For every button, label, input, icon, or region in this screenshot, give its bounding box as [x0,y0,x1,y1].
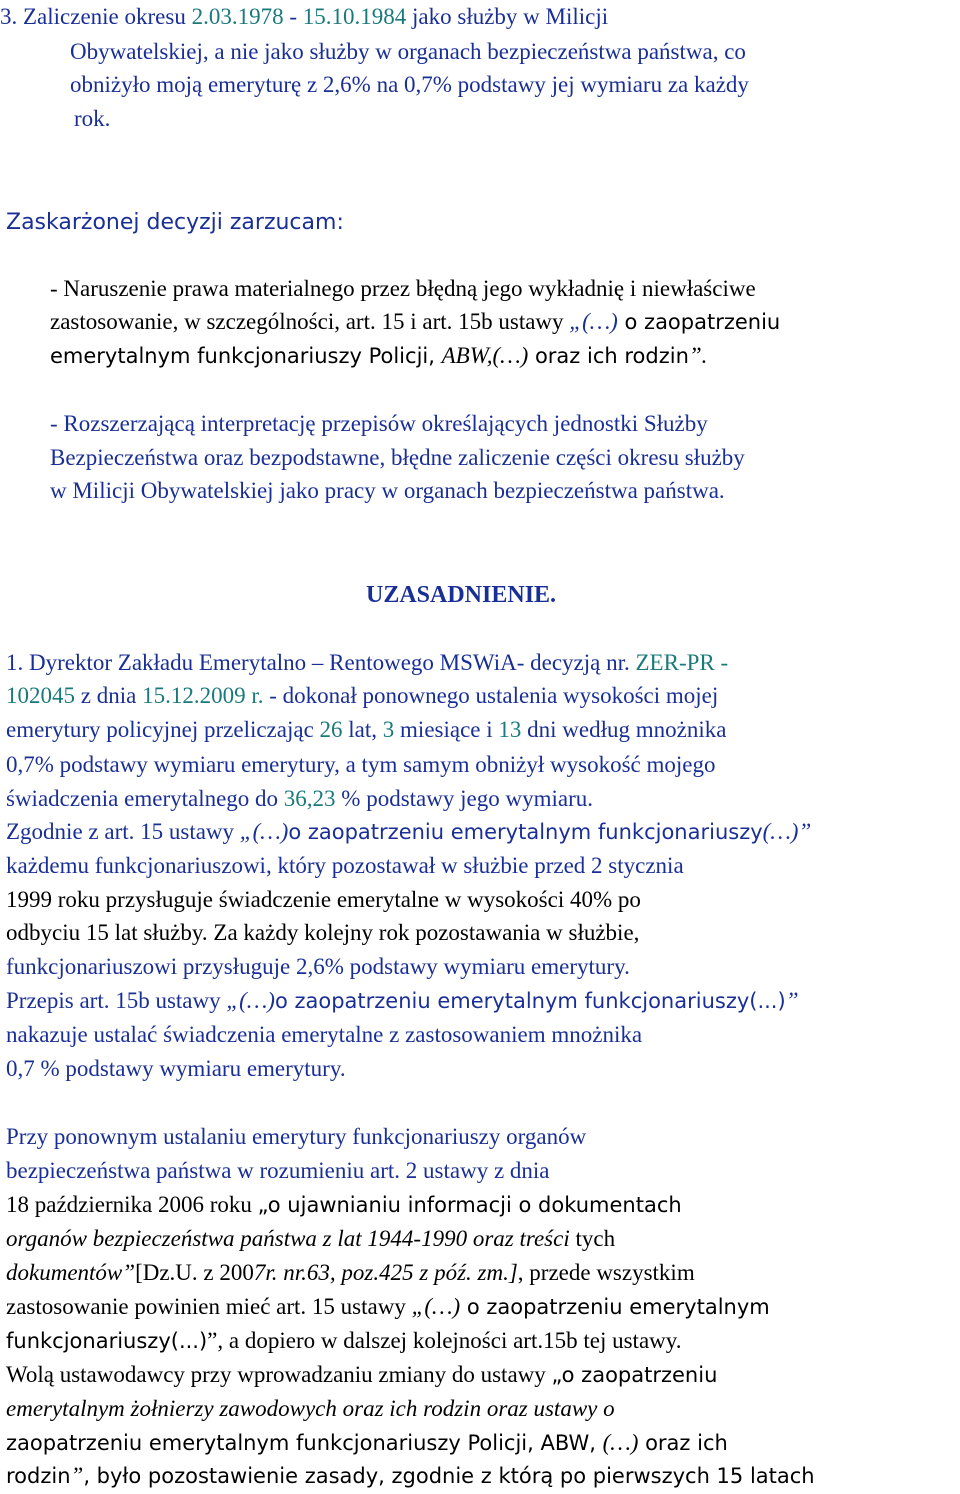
p1-line3: emerytury policyjnej przeliczając 26 lat, 3 miesiące i 13 dni według mnożnika [6,717,727,742]
item3-line1: 3. Zaliczenie okresu 2.03.1978 - 15.10.1984 jako służby w Milicji [0,4,609,29]
p3-line1: Przepis art. 15b ustawy „(…)o zaopatrzeniu emerytalnym funkcjonariuszy(...)” [6,988,799,1013]
p5-line4: rodzin”, było pozostawienie zasady, zgodnie z którą po pierwszych 15 latach [6,1463,815,1488]
p4-line6: zastosowanie powinien mieć art. 15 ustawy „(…) o zaopatrzeniu emerytalnym [6,1294,770,1319]
p2-line1: Zgodnie z art. 15 ustawy „(…)o zaopatrzeniu emerytalnym funkcjonariuszy(…)” [6,819,812,844]
complaint1-line2: zastosowanie, w szczególności, art. 15 i art. 15b ustawy „(…) o zaopatrzeniu [50,309,781,334]
complaint1-line1: - Naruszenie prawa materialnego przez błędną jego wykładnię i niewłaściwe [50,276,756,301]
p4-line7: funkcjonariuszy(...)”, a dopiero w dalszej kolejności art.15b tej ustawy. [6,1328,682,1353]
p2-line3: 1999 roku przysługuje świadczenie emerytalne w wysokości 40% po [6,887,641,912]
p1-line4: 0,7% podstawy wymiaru emerytury, a tym samym obniżył wysokość mojego [6,752,716,777]
item3-line3: obniżyło moją emeryturę z 2,6% na 0,7% podstawy jej wymiaru za każdy [70,72,749,97]
p2-line4: odbyciu 15 lat służby. Za każdy kolejny rok pozostawania w służbie, [6,920,640,945]
p5-line1: Wolą ustawodawcy przy wprowadzaniu zmiany do ustawy „o zaopatrzeniu [6,1362,718,1387]
p4-line2: bezpieczeństwa państwa w rozumieniu art. 2 ustawy z dnia [6,1158,550,1183]
complaint2-line2: Bezpieczeństwa oraz bezpodstawne, błędne zaliczenie części okresu służby [50,445,745,470]
p1-line5: świadczenia emerytalnego do 36,23 % podstawy jego wymiaru. [6,786,593,811]
complaint2-line3: w Milicji Obywatelskiej jako pracy w organach bezpieczeństwa państwa. [50,478,725,503]
item3-line2: Obywatelskiej, a nie jako służby w organach bezpieczeństwa państwa, co [70,39,746,64]
p3-line3: 0,7 % podstawy wymiaru emerytury. [6,1056,346,1081]
p4-line1: Przy ponownym ustalaniu emerytury funkcjonariuszy organów [6,1124,587,1149]
p5-line3: zaopatrzeniu emerytalnym funkcjonariuszy Policji, ABW, (…) oraz ich [6,1430,728,1455]
complaint2-line1: - Rozszerzającą interpretację przepisów określających jednostki Służby [50,411,708,436]
item3-line4: rok. [74,106,111,131]
p3-line2: nakazuje ustalać świadczenia emerytalne z zastosowaniem mnożnika [6,1022,643,1047]
justification-title: UZASADNIENIE. [366,582,557,608]
complaint1-line3: emerytalnym funkcjonariuszy Policji, ABW,(…) oraz ich rodzin”. [50,343,708,368]
p2-line5: funkcjonariuszowi przysługuje 2,6% podstawy wymiaru emerytury. [6,954,630,979]
p5-line2: emerytalnym żołnierzy zawodowych oraz ich rodzin oraz ustawy o [6,1396,615,1421]
p4-line5: dokumentów”[Dz.U. z 2007r. nr.63, poz.425 z póź. zm.], przede wszystkim [6,1260,695,1285]
p4-line4: organów bezpieczeństwa państwa z lat 1944-1990 oraz treści tych [6,1226,616,1251]
p1-line2: 102045 z dnia 15.12.2009 r. - dokonał ponownego ustalenia wysokości mojej [6,683,719,708]
complaints-heading: Zaskarżonej decyzji zarzucam: [6,210,344,235]
p4-line3: 18 października 2006 roku „o ujawnianiu informacji o dokumentach [6,1192,682,1217]
p2-line2: każdemu funkcjonariuszowi, który pozostawał w służbie przed 2 stycznia [6,853,684,878]
p1-line1: 1. Dyrektor Zakładu Emerytalno – Rentowego MSWiA- decyzją nr. ZER-PR - [6,650,729,675]
